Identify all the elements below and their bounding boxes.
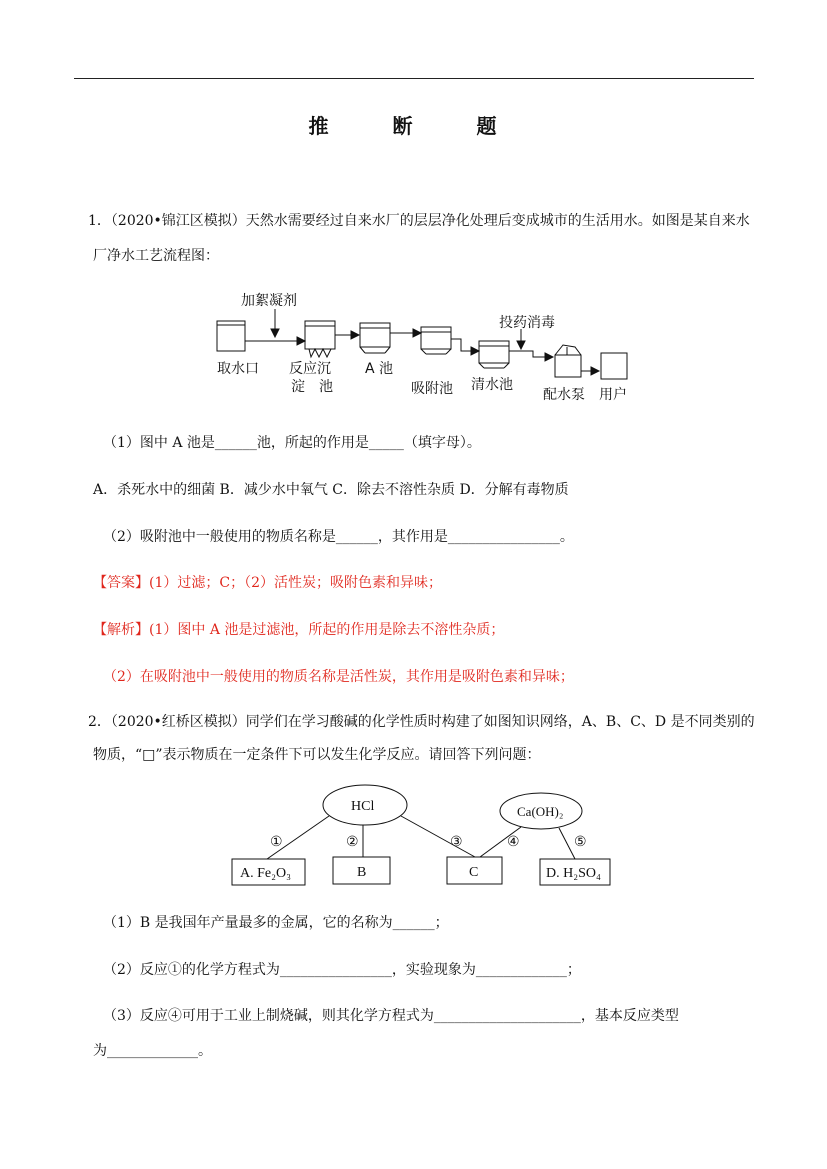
header-rule (74, 78, 754, 79)
intake-label: 取水口 (217, 361, 259, 377)
q1-sub1: （1）图中 A 池是______池，所起的作用是_____（填字母）。 (103, 435, 481, 451)
q2-sub3-line1: （3）反应④可用于工业上制烧碱，则其化学方程式为_____________________，基本反应类型 (103, 1008, 679, 1024)
reaction-tank (305, 321, 335, 349)
pump (555, 355, 581, 377)
user-box (601, 353, 627, 379)
q1-analysis-1: 【解析】(1）图中 A 池是过滤池，所起的作用是除去不溶性杂质； (93, 622, 505, 638)
coagulant-label: 加絮凝剂 (241, 293, 297, 309)
reaction-label-2: 淀 池 (291, 379, 333, 395)
q1-sub2: （2）吸附池中一般使用的物质名称是______，其作用是________________。 (103, 529, 574, 545)
reaction-4-label: ④ (507, 835, 520, 850)
pool-a-label: A 池 (365, 361, 394, 377)
q1-answer: 【答案】(1）过滤；C；（2）活性炭；吸附色素和异味； (93, 575, 442, 591)
pool-a (360, 323, 390, 347)
q1-stem-line2: 厂净水工艺流程图： (93, 248, 219, 264)
q2-stem-line1: 2．（2020•红桥区模拟）同学们在学习酸碱的化学性质时构建了如图知识网络，A、B、C、D 是不同类别的 (88, 714, 755, 730)
disinfect-label: 投药消毒 (499, 315, 555, 331)
reaction-2-label: ② (346, 835, 359, 850)
acid-base-network-diagram (225, 780, 625, 892)
q2-sub2: （2）反应①的化学方程式为________________，实验现象为_____________； (103, 962, 581, 978)
reaction-1-label: ① (270, 835, 283, 850)
q2-sub3-line2: 为_____________。 (93, 1043, 212, 1059)
water-treatment-diagram (205, 285, 645, 410)
user-label: 用户 (599, 387, 627, 403)
q2-stem-line2: 物质，“□”表示物质在一定条件下可以发生化学反应。请回答下列问题： (93, 747, 541, 763)
pump-label: 配水泵 (543, 387, 585, 403)
box-a-label: A. Fe₂O₃ (240, 866, 291, 881)
q1-options: A．杀死水中的细菌 B．减少水中氧气 C．除去不溶性杂质 D．分解有毒物质 (93, 482, 569, 498)
adsorb-pool (421, 327, 451, 349)
q2-sub1: （1）B 是我国年产量最多的金属，它的名称为______； (103, 915, 449, 931)
clear-pool (479, 341, 509, 363)
caoh2-label: Ca(OH)₂ (517, 804, 564, 819)
q1-analysis-2: （2）在吸附池中一般使用的物质名称是活性炭，其作用是吸附色素和异味； (103, 669, 574, 685)
adsorb-label: 吸附池 (411, 381, 453, 397)
reaction-3-label: ③ (450, 835, 463, 850)
reaction-label-1: 反应沉 (289, 361, 331, 377)
box-c-label: C (469, 865, 479, 880)
box-b-label: B (357, 865, 367, 880)
page-title: 推 断 题 (308, 114, 519, 138)
box-d-label: D. H₂SO₄ (546, 866, 601, 881)
hcl-label: HCl (351, 799, 375, 814)
q1-stem-line1: 1．（2020•锦江区模拟）天然水需要经过自来水厂的层层净化处理后变成城市的生活用水。如图是某自来水 (88, 213, 750, 229)
reaction-5-label: ⑤ (574, 835, 587, 850)
clear-label: 清水池 (471, 377, 513, 393)
